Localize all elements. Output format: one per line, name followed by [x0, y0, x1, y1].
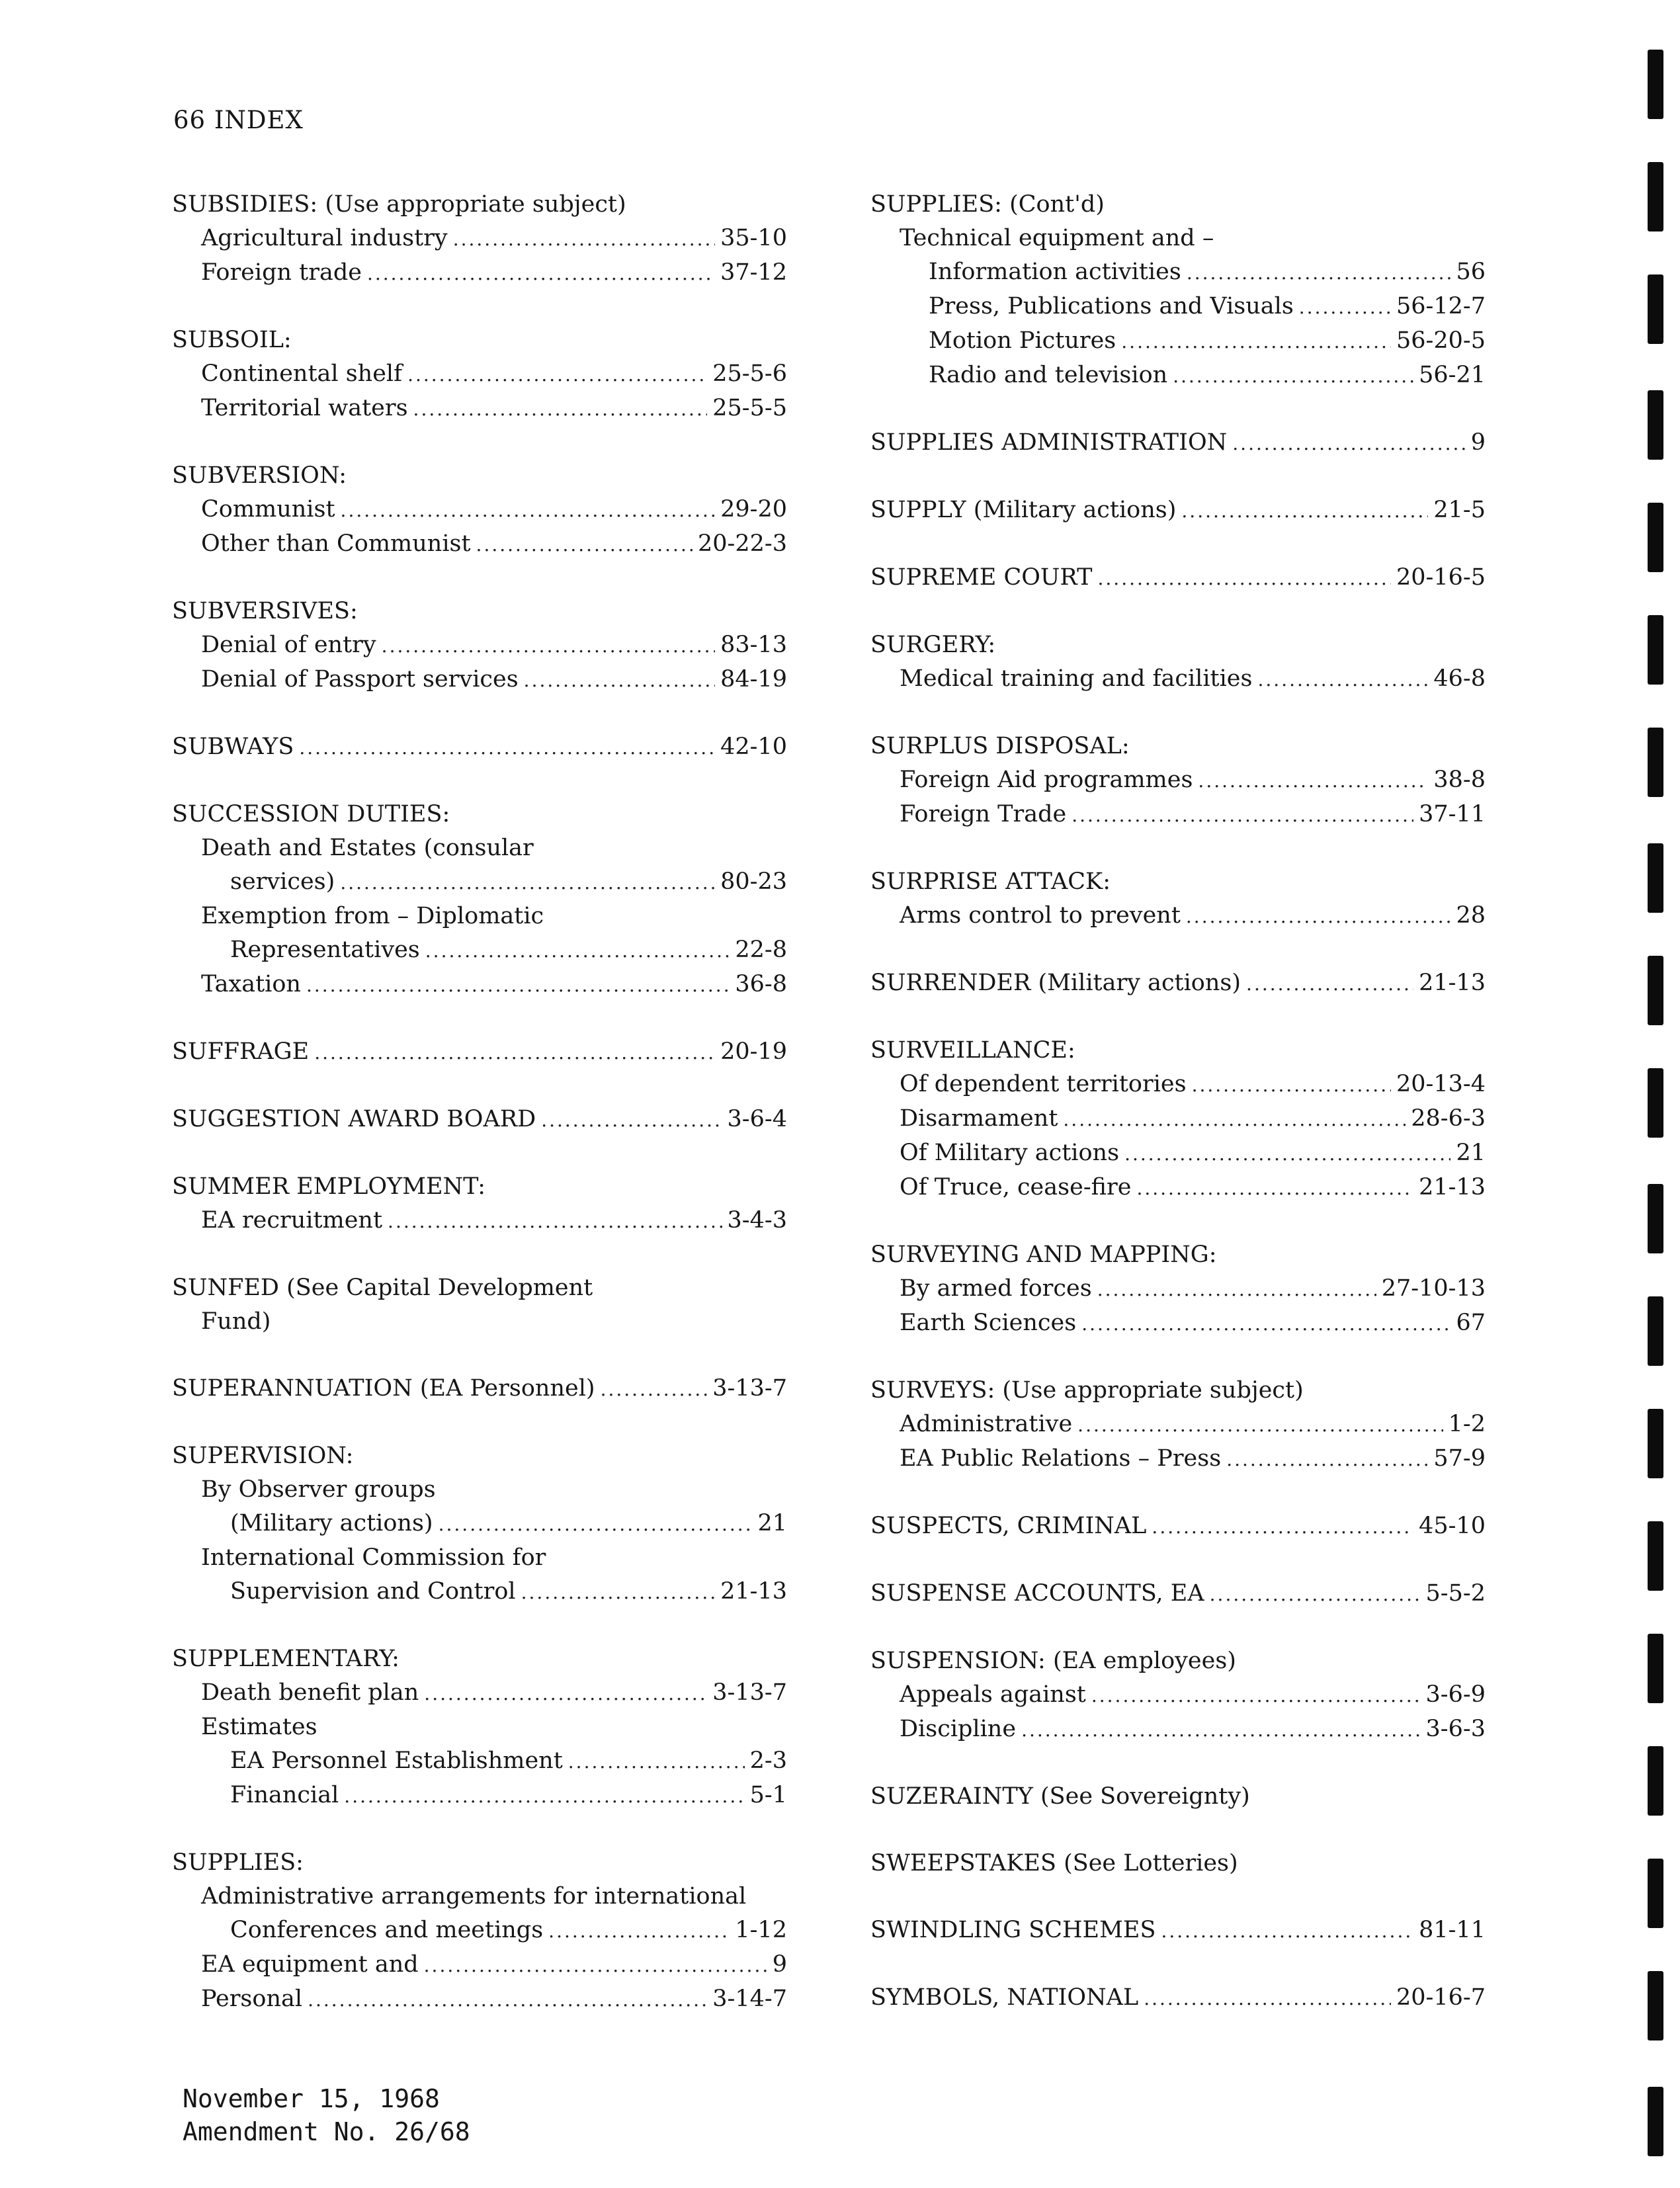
entry-heading: [172, 730, 787, 765]
index-entry: [870, 1847, 1486, 1880]
entry-heading: [172, 1103, 787, 1137]
index-entry: [870, 1238, 1486, 1341]
page-reference: 84-19: [720, 666, 787, 693]
subitem-text: Financial: [230, 1782, 339, 1808]
index-entry: [870, 1780, 1486, 1814]
dot-leader: [601, 1372, 708, 1406]
index-entry: [870, 188, 1486, 393]
entry-subitem: [870, 1136, 1486, 1171]
page-reference: 20-22-3: [698, 530, 787, 557]
page-reference: 21-13: [720, 1578, 787, 1605]
index-entry: [870, 1034, 1486, 1205]
dot-leader: [521, 1576, 715, 1609]
page-reference: 20-19: [720, 1038, 787, 1065]
subitem-text: Denial of entry: [201, 632, 376, 658]
entry-subitem: [172, 357, 787, 392]
subitem-text: Foreign trade: [201, 259, 362, 286]
footer-amendment: Amendment No. 26/68: [183, 2117, 470, 2146]
entry-heading: SURGERY:: [870, 632, 996, 658]
subitem-text: Technical equipment and –: [900, 225, 1214, 251]
entry-heading: SUPPLEMENTARY:: [172, 1646, 399, 1672]
dot-leader: [1187, 256, 1451, 290]
dot-leader: [299, 731, 715, 765]
index-entry: [870, 1981, 1486, 2015]
page-reference: 5-5-2: [1425, 1580, 1486, 1607]
entry-heading: SURVEILLANCE:: [870, 1037, 1075, 1064]
subitem-text: Of dependent territories: [900, 1071, 1187, 1097]
subitem-text: Other than Communist: [201, 530, 471, 557]
dot-leader: [1192, 1068, 1391, 1102]
heading-text: SUFFRAGE: [172, 1038, 310, 1065]
dot-leader: [340, 866, 715, 900]
dot-leader: [1144, 1982, 1391, 2015]
entry-subitem: [870, 290, 1486, 324]
subitem-text: Estimates: [201, 1714, 317, 1740]
entry-heading: SURVEYS: (Use appropriate subject): [870, 1377, 1304, 1404]
heading-text: SUBWAYS: [172, 734, 294, 760]
page-header: 66 INDEX: [173, 106, 304, 134]
page-reference: 1-2: [1448, 1411, 1486, 1437]
subitem-text: Representatives: [230, 937, 420, 963]
dot-leader: [541, 1103, 722, 1137]
entry-subitem: [172, 1710, 787, 1744]
entry-subitem: [870, 1102, 1486, 1136]
entry-subitem: [870, 763, 1486, 798]
subitem-text: Supervision and Control: [230, 1578, 516, 1605]
dot-leader: [306, 968, 730, 1002]
binder-mark: [1648, 162, 1663, 231]
page-reference: 56: [1456, 259, 1486, 285]
subitem-text: International Commission for: [201, 1544, 546, 1571]
index-entry: [870, 561, 1486, 595]
subitem-text: Of Military actions: [900, 1140, 1120, 1166]
subitem-text: EA Public Relations – Press: [900, 1445, 1222, 1472]
entry-heading: [870, 1981, 1486, 2015]
entry-heading: [870, 1577, 1486, 1611]
subitem-text: Foreign Trade: [900, 801, 1067, 827]
entry-subitem: [172, 865, 787, 900]
entry-subitem: [172, 1779, 787, 1813]
dot-leader: [1071, 798, 1413, 832]
page-reference: 21: [757, 1510, 787, 1536]
subitem-text: EA equipment and: [201, 1951, 419, 1978]
binder-mark: [1648, 1068, 1663, 1138]
subitem-text: Death benefit plan: [201, 1679, 419, 1706]
entry-subitem: [172, 831, 787, 865]
dot-leader: [1181, 494, 1428, 528]
page-reference: 2-3: [749, 1747, 787, 1774]
page-reference: 3-6-3: [1425, 1716, 1486, 1742]
binder-mark: [1648, 728, 1663, 797]
dot-leader: [388, 1204, 722, 1238]
subitem-text: By armed forces: [900, 1275, 1092, 1302]
entry-heading: SUBVERSION:: [172, 462, 347, 489]
subitem-text: Communist: [201, 496, 335, 523]
subitem-text: Personal: [201, 1986, 303, 2012]
page-reference: 20-16-5: [1396, 564, 1486, 591]
page-reference: 83-13: [720, 632, 787, 658]
page-reference: 27-10-13: [1381, 1275, 1486, 1302]
entry-heading: SUSPENSION: (EA employees): [870, 1648, 1236, 1674]
page-reference: 45-10: [1419, 1513, 1486, 1539]
index-entry: [172, 1103, 787, 1137]
entry-subitem: [870, 1408, 1486, 1442]
subitem-text: Continental shelf: [201, 360, 403, 387]
heading-text: SUPPLY (Military actions): [870, 497, 1177, 523]
entry-heading: SUPPLIES: (Cont'd): [870, 191, 1105, 218]
subitem-text: Medical training and facilities: [900, 665, 1253, 692]
entry-subitem: [172, 968, 787, 1002]
dot-leader: [308, 1983, 707, 2017]
subitem-text: services): [230, 868, 335, 895]
entry-heading: SUCCESSION DUTIES:: [172, 801, 450, 827]
index-entry: [172, 1372, 787, 1406]
heading-text: SUPPLIES ADMINISTRATION: [870, 429, 1228, 456]
page-reference: 36-8: [735, 971, 787, 997]
dot-leader: [568, 1745, 745, 1779]
dot-leader: [524, 663, 715, 697]
dot-leader: [548, 1914, 730, 1948]
page-reference: 56-21: [1419, 362, 1486, 388]
subitem-text: Arms control to prevent: [900, 902, 1181, 929]
entry-subitem: [870, 798, 1486, 832]
entry-subitem: [172, 1204, 787, 1238]
binder-mark: [1648, 1634, 1663, 1703]
heading-text: SUGGESTION AWARD BOARD: [172, 1106, 536, 1132]
index-entry: [870, 1914, 1486, 1948]
subitem-text: Motion Pictures: [929, 327, 1116, 354]
entry-subitem: [172, 933, 787, 968]
dot-leader: [1161, 1914, 1413, 1948]
subitem-text: EA Personnel Establishment: [230, 1747, 563, 1774]
binder-mark: [1648, 1746, 1663, 1816]
footer-date: November 15, 1968: [183, 2084, 440, 2113]
index-entry: [172, 1846, 787, 2017]
index-entry: [870, 1577, 1486, 1611]
entry-subitem: [870, 358, 1486, 393]
page-reference: 22-8: [735, 937, 787, 963]
dot-leader: [1257, 663, 1428, 696]
entry-subitem: [870, 255, 1486, 290]
index-entry: [172, 1170, 787, 1238]
dot-leader: [407, 358, 707, 392]
page-reference: 21-5: [1433, 497, 1486, 523]
page-reference: 67: [1456, 1310, 1486, 1336]
binder-mark: [1648, 274, 1663, 344]
subitem-text: Administrative: [900, 1411, 1073, 1437]
entry-heading: SWEEPSTAKES (See Lotteries): [870, 1850, 1238, 1876]
subitem-text: Foreign Aid programmes: [900, 767, 1193, 793]
page-reference: 25-5-5: [712, 395, 787, 421]
binder-mark: [1648, 956, 1663, 1025]
entry-subitem: [172, 1744, 787, 1779]
page-reference: 3-13-7: [712, 1679, 787, 1706]
heading-text: SUPREME COURT: [870, 564, 1093, 591]
index-column-left: [172, 188, 787, 2050]
index-entry: [172, 595, 787, 697]
page-reference: 9: [1470, 429, 1486, 456]
page-reference: 20-13-4: [1396, 1071, 1486, 1097]
page-reference: 81-11: [1419, 1917, 1486, 1943]
entry-subitem: [870, 1712, 1486, 1747]
page-reference: 37-12: [720, 259, 787, 286]
entry-heading: SUBSOIL:: [172, 327, 292, 353]
index-entry: [172, 188, 787, 290]
entry-heading: SURVEYING AND MAPPING:: [870, 1241, 1217, 1268]
entry-heading: SUBSIDIES: (Use appropriate subject): [172, 191, 626, 218]
entry-subitem: [172, 1305, 787, 1339]
entry-subitem: [172, 1914, 787, 1948]
dot-leader: [1226, 1443, 1428, 1476]
dot-leader: [1077, 1408, 1443, 1442]
index-entry: [870, 1644, 1486, 1747]
entry-subitem: [870, 1068, 1486, 1102]
subitem-text: Information activities: [929, 259, 1181, 285]
dot-leader: [1152, 1510, 1413, 1544]
entry-subitem: [870, 1306, 1486, 1341]
dot-leader: [1173, 359, 1413, 393]
heading-text: SURRENDER (Military actions): [870, 970, 1241, 996]
dot-leader: [1097, 1273, 1376, 1306]
page-reference: 5-1: [749, 1782, 787, 1808]
binder-mark: [1648, 2087, 1663, 2156]
dot-leader: [1091, 1679, 1421, 1712]
entry-subitem: [870, 1272, 1486, 1306]
page-reference: 29-20: [720, 496, 787, 523]
page-reference: 56-12-7: [1396, 293, 1486, 319]
page-reference: 3-6-9: [1425, 1681, 1486, 1708]
entry-subitem: [172, 1473, 787, 1507]
page-reference: 25-5-6: [712, 360, 787, 387]
subitem-text: Press, Publications and Visuals: [929, 293, 1294, 319]
index-entry: [870, 426, 1486, 460]
entry-subitem: [172, 493, 787, 527]
page-reference: 37-11: [1419, 801, 1486, 827]
page-reference: 56-20-5: [1396, 327, 1486, 354]
entry-subitem: [870, 1678, 1486, 1712]
dot-leader: [1063, 1103, 1406, 1136]
entry-heading: [172, 1035, 787, 1070]
page-reference: 9: [772, 1951, 787, 1978]
subitem-text: Taxation: [201, 971, 301, 997]
entry-subitem: [172, 256, 787, 290]
subitem-text: Disarmament: [900, 1105, 1058, 1132]
subitem-text: Appeals against: [900, 1681, 1086, 1708]
dot-leader: [1186, 900, 1451, 933]
entry-subitem: [172, 392, 787, 426]
heading-text: SWINDLING SCHEMES: [870, 1917, 1156, 1943]
page-reference: 28-6-3: [1411, 1105, 1486, 1132]
subitem-text: Death and Estates (consular: [201, 835, 534, 861]
entry-subitem: [172, 663, 787, 697]
entry-heading: [870, 1914, 1486, 1948]
entry-subitem: [172, 900, 787, 933]
entry-subitem: [172, 1880, 787, 1914]
page-reference: 57-9: [1433, 1445, 1486, 1472]
dot-leader: [1081, 1307, 1450, 1341]
page-reference: 21-13: [1419, 1174, 1486, 1200]
index-entry: [172, 1642, 787, 1813]
page-reference: 35-10: [720, 225, 787, 251]
dot-leader: [1210, 1578, 1421, 1611]
index-entry: [172, 798, 787, 1002]
entry-heading: [870, 1509, 1486, 1544]
entry-heading: SUNFED (See Capital Development: [172, 1275, 593, 1301]
dot-leader: [1198, 764, 1428, 798]
entry-subitem: [172, 1507, 787, 1541]
index-entry: [172, 730, 787, 765]
subitem-text: Conferences and meetings: [230, 1917, 544, 1943]
page-reference: 42-10: [720, 734, 787, 760]
index-entry: [172, 459, 787, 562]
index-entry: [870, 1509, 1486, 1544]
index-entry: [172, 1035, 787, 1070]
subitem-text: Earth Sciences: [900, 1310, 1077, 1336]
entry-heading: [870, 426, 1486, 460]
binder-mark: [1648, 50, 1663, 119]
dot-leader: [1121, 325, 1391, 358]
heading-text: SUPERANNUATION (EA Personnel): [172, 1375, 595, 1402]
entry-heading: SUMMER EMPLOYMENT:: [172, 1173, 486, 1200]
dot-leader: [476, 528, 693, 562]
entry-subitem: [172, 1575, 787, 1609]
dot-leader: [314, 1036, 715, 1070]
entry-heading: SUBVERSIVES:: [172, 598, 358, 624]
binder-mark: [1648, 615, 1663, 685]
entry-subitem: [172, 1948, 787, 1982]
entry-heading: SURPRISE ATTACK:: [870, 868, 1111, 895]
subitem-text: EA recruitment: [201, 1207, 383, 1234]
dot-leader: [424, 1949, 767, 1982]
index-entry: [870, 730, 1486, 832]
index-entry: [870, 966, 1486, 1001]
page-reference: 3-13-7: [712, 1375, 787, 1402]
binder-mark: [1648, 843, 1663, 913]
entry-subitem: [870, 1442, 1486, 1476]
dot-leader: [439, 1507, 753, 1541]
page-reference: 20-16-7: [1396, 1984, 1486, 2011]
index-entry: [870, 493, 1486, 528]
dot-leader: [1136, 1171, 1413, 1205]
dot-leader: [424, 1677, 707, 1710]
binder-mark: [1648, 503, 1663, 572]
dot-leader: [341, 493, 716, 527]
dot-leader: [1246, 967, 1413, 1001]
dot-leader: [1124, 1137, 1450, 1171]
page-reference: 21-13: [1419, 970, 1486, 996]
entry-subitem: [870, 1171, 1486, 1205]
dot-leader: [382, 629, 715, 663]
binder-mark: [1648, 1521, 1663, 1591]
entry-subitem: [870, 222, 1486, 255]
heading-text: SUSPECTS, CRIMINAL: [870, 1513, 1147, 1539]
binder-mark: [1648, 1184, 1663, 1253]
page-reference: 3-14-7: [712, 1986, 787, 2012]
entry-heading: [870, 561, 1486, 595]
entry-subitem: [172, 1676, 787, 1710]
subitem-text: Territorial waters: [201, 395, 408, 421]
page-reference: 21: [1456, 1140, 1486, 1166]
subitem-text: Of Truce, cease-fire: [900, 1174, 1132, 1200]
heading-text: SYMBOLS, NATIONAL: [870, 1984, 1139, 2011]
binder-mark: [1648, 1296, 1663, 1366]
subitem-text: Radio and television: [929, 362, 1168, 388]
dot-leader: [425, 934, 730, 968]
binder-mark: [1648, 1971, 1663, 2041]
dot-leader: [1299, 290, 1391, 324]
subitem-text: Exemption from – Diplomatic: [201, 903, 544, 929]
index-entry: [172, 1439, 787, 1609]
index-entry: [870, 1374, 1486, 1476]
index-entry: [870, 865, 1486, 933]
subitem-text: Discipline: [900, 1716, 1017, 1742]
entry-subitem: [870, 324, 1486, 358]
page-reference: 1-12: [735, 1917, 787, 1943]
page-reference: 46-8: [1433, 665, 1486, 692]
heading-text: SUSPENSE ACCOUNTS, EA: [870, 1580, 1204, 1607]
page-reference: 38-8: [1433, 767, 1486, 793]
subitem-text: Fund): [201, 1308, 271, 1335]
dot-leader: [344, 1779, 744, 1813]
subitem-text: (Military actions): [230, 1510, 433, 1536]
page-footer: [183, 2082, 470, 2148]
entry-subitem: [172, 1982, 787, 2017]
index-entry: [172, 323, 787, 426]
dot-leader: [453, 222, 715, 256]
index-entry: [870, 628, 1486, 696]
index-column-right: [870, 188, 1486, 2048]
entry-heading: SURPLUS DISPOSAL:: [870, 733, 1130, 759]
entry-heading: SUPPLIES:: [172, 1849, 304, 1876]
entry-heading: [870, 493, 1486, 528]
dot-leader: [413, 392, 708, 426]
page-reference: 28: [1456, 902, 1486, 929]
page-reference: 80-23: [720, 868, 787, 895]
subitem-text: Agricultural industry: [201, 225, 448, 251]
page-reference: 3-6-4: [727, 1106, 787, 1132]
dot-leader: [367, 257, 715, 290]
entry-heading: [870, 966, 1486, 1001]
binder-mark: [1648, 1859, 1663, 1928]
page-reference: 3-4-3: [727, 1207, 787, 1234]
entry-subitem: [172, 628, 787, 663]
dot-leader: [1232, 427, 1465, 460]
binder-mark: [1648, 390, 1663, 460]
entry-subitem: [870, 899, 1486, 933]
dot-leader: [1098, 562, 1392, 595]
subitem-text: Administrative arrangements for international: [201, 1883, 747, 1910]
subitem-text: By Observer groups: [201, 1476, 436, 1503]
entry-subitem: [172, 527, 787, 562]
dot-leader: [1021, 1713, 1420, 1747]
subitem-text: Denial of Passport services: [201, 666, 519, 693]
entry-subitem: [870, 662, 1486, 696]
entry-heading: SUZERAINTY (See Sovereignty): [870, 1783, 1250, 1810]
entry-heading: SUPERVISION:: [172, 1443, 354, 1469]
binder-mark: [1648, 1409, 1663, 1478]
index-entry: [172, 1271, 787, 1339]
entry-heading: [172, 1372, 787, 1406]
entry-subitem: [172, 1541, 787, 1575]
entry-subitem: [172, 222, 787, 256]
